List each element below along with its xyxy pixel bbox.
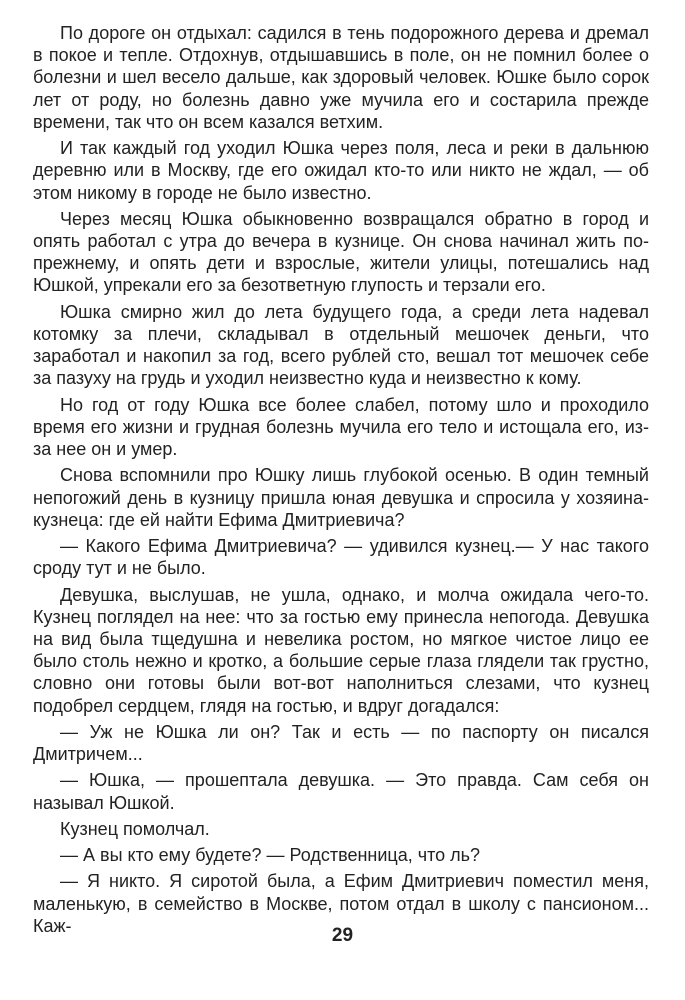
dialogue-line: — Уж не Юшка ли он? Так и есть — по паспорту он писался Дмитричем...	[33, 721, 649, 765]
paragraph: Кузнец помолчал.	[60, 818, 210, 839]
body-text	[33, 22, 649, 941]
paragraph: Через месяц Юшка обыкновенно возвращался обратно в город и опять работал с утра до вечера в кузнице. Он снова начинал жить по-прежнему, и опять дети и взрослые, жители улицы, потешались над Юшкой, упрекали его за безответную глупость и терзали его.	[33, 208, 649, 296]
dialogue-line: — Юшка, — прошептала девушка. — Это правда. Сам себя он называл Юшкой.	[33, 770, 649, 813]
paragraph: Девушка, выслушав, не ушла, однако, и молча ожидала чего-то. Кузнец поглядел на нее: что за гостью ему принесла непогода. Девушка на вид была тщедушна и невелика ростом, но мягкое чистое лицо ее было столь нежно и кротко, а большие серые глаза глядели так грустно, словно они готовы были вот-вот наполниться слезами, что кузнец подобрел сердцем, глядя на гостью, и вдруг догадался:	[33, 584, 649, 716]
paragraph: И так каждый год уходил Юшка через поля, леса и реки в дальнюю деревню или в Москву, где его ожидал кто-то или никто не ждал, — об этом никому в городе не было известно.	[33, 138, 649, 203]
dialogue-line: — А вы кто ему будете? — Родственница, что ль?	[60, 845, 481, 866]
paragraph: Но год от году Юшка все более слабел, потому шло и проходило время его жизни и грудная болезнь мучила его тело и истощала его, из-за нее он и умер.	[33, 394, 649, 460]
dialogue-line: — Какого Ефима Дмитриевича? — удивился кузнец.— У нас такого сроду тут и не было.	[33, 536, 649, 579]
page-number: 29	[331, 925, 354, 946]
paragraph: Юшка смирно жил до лета будущего года, а среди лета надевал котомку за плечи, складывал в отдельный мешочек деньги, что заработал и накопил за год, всего рублей сто, вешал тот мешочек себе за пазуху на грудь и уходил неизвестно куда и неизвестно к кому.	[33, 301, 649, 389]
dialogue-line: — Я никто. Я сиротой была, а Ефим Дмитриевич поместил меня, маленькую, в семейство в Москве, потом отдал в школу с пансионом... Каж-	[33, 871, 649, 936]
paragraph: Снова вспомнили про Юшку лишь глубокой осенью. В один темный непогожий день в кузницу пришла юная девушка и спросила у хозяина-кузнеца: где ей найти Ефима Дмитриевича?	[33, 465, 649, 530]
paragraph: По дороге он отдыхал: садился в тень подорожного дерева и дремал в покое и тепле. Отдохнув, отдышавшись в поле, он не помнил более о болезни и шел весело дальше, как здоровый человек. Юшке было сорок лет от роду, но болезнь давно уже мучила его и состарила прежде времени, так что он всем казался ветхим.	[33, 23, 649, 132]
